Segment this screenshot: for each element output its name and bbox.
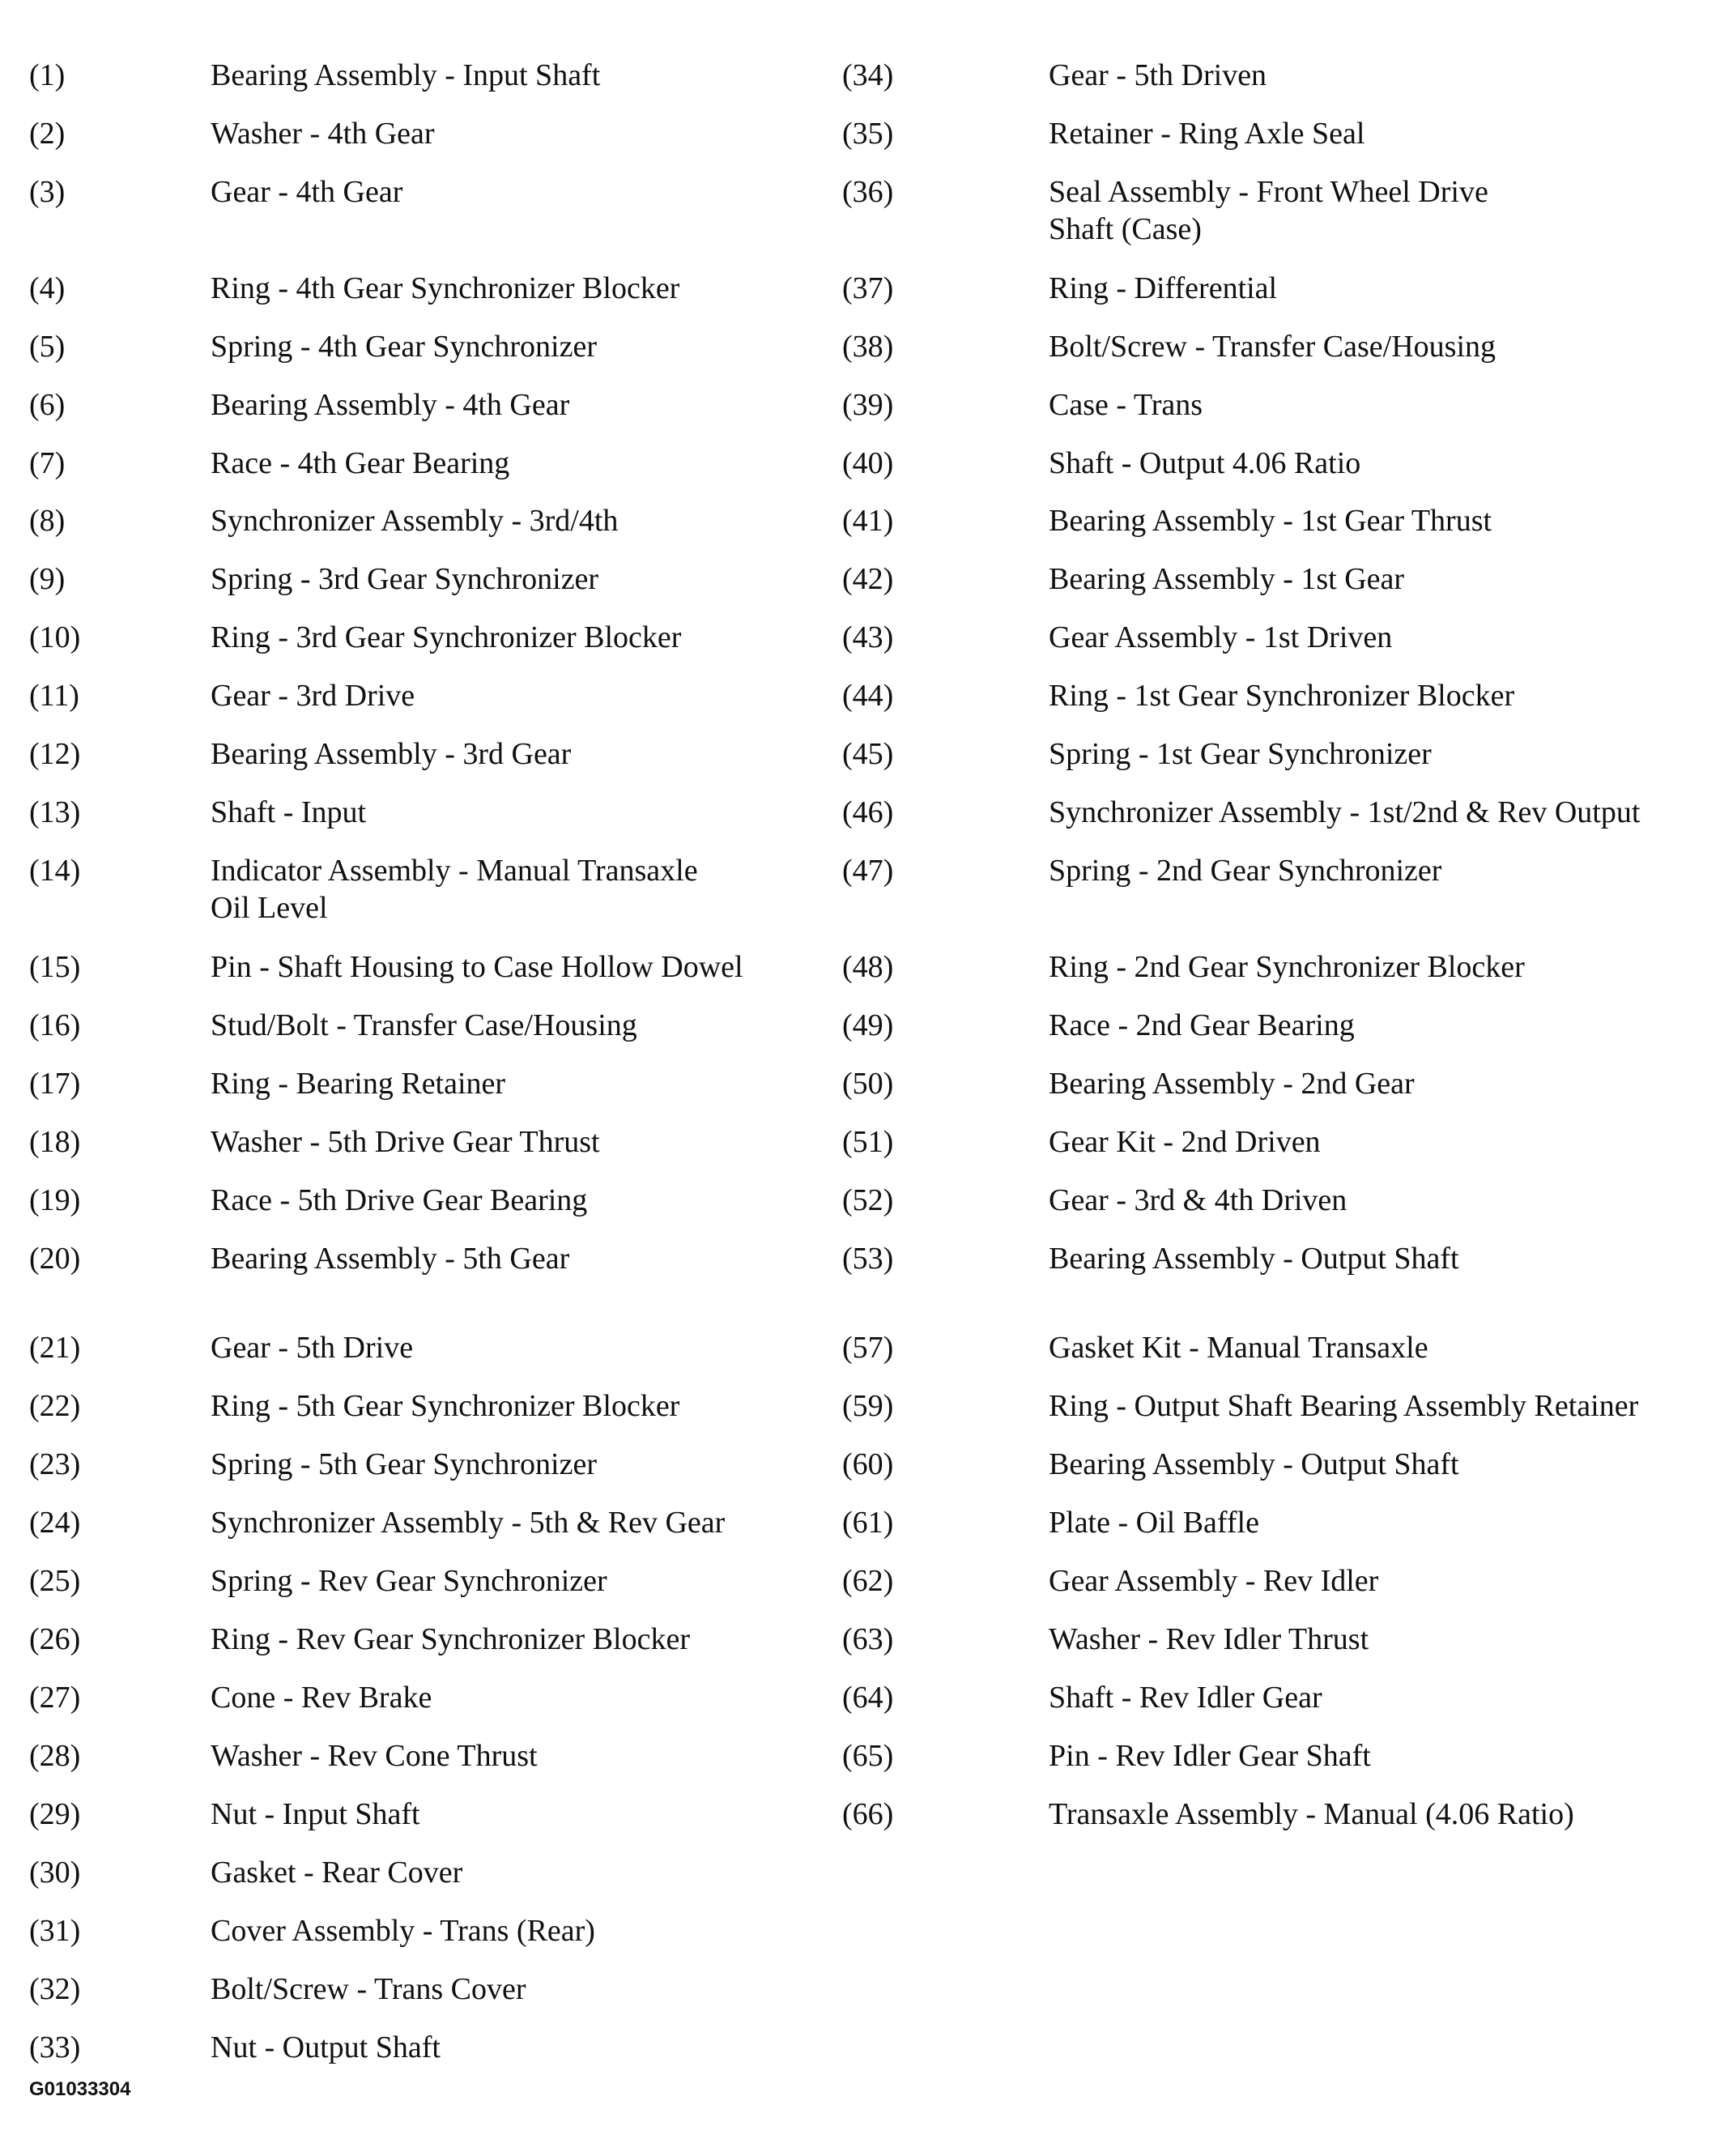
item-description: Ring - 1st Gear Synchronizer Blocker bbox=[1049, 679, 1515, 713]
item-number: (38) bbox=[842, 330, 894, 364]
item-description: Race - 4th Gear Bearing bbox=[211, 446, 510, 480]
item-number: (53) bbox=[842, 1242, 894, 1276]
item-number: (28) bbox=[29, 1739, 81, 1773]
item-description: Shaft - Input bbox=[211, 795, 367, 829]
item-number: (40) bbox=[842, 446, 894, 480]
item-number: (34) bbox=[842, 58, 894, 92]
item-description: Bearing Assembly - 5th Gear bbox=[211, 1242, 570, 1276]
item-number: (65) bbox=[842, 1739, 894, 1773]
item-number: (21) bbox=[29, 1331, 81, 1365]
item-number: (4) bbox=[29, 271, 66, 305]
item-number: (24) bbox=[29, 1506, 81, 1540]
item-number: (46) bbox=[842, 795, 894, 829]
item-description: Synchronizer Assembly - 3rd/4th bbox=[211, 504, 619, 538]
item-number: (22) bbox=[29, 1389, 81, 1423]
item-number: (62) bbox=[842, 1564, 894, 1598]
item-description: Bolt/Screw - Transfer Case/Housing bbox=[1049, 330, 1496, 364]
item-number: (48) bbox=[842, 950, 894, 984]
item-number: (17) bbox=[29, 1067, 81, 1101]
item-number: (18) bbox=[29, 1125, 81, 1159]
item-number: (52) bbox=[842, 1183, 894, 1217]
item-number: (61) bbox=[842, 1506, 894, 1540]
item-description: Spring - 4th Gear Synchronizer bbox=[211, 330, 597, 364]
item-number: (23) bbox=[29, 1447, 81, 1481]
item-number: (35) bbox=[842, 117, 894, 151]
item-number: (41) bbox=[842, 504, 894, 538]
figure-id: G01033304 bbox=[29, 2078, 131, 2100]
item-description: Gear - 3rd Drive bbox=[211, 679, 415, 713]
item-number: (47) bbox=[842, 854, 894, 888]
item-number: (49) bbox=[842, 1008, 894, 1042]
item-description: Race - 5th Drive Gear Bearing bbox=[211, 1183, 588, 1217]
item-description: Synchronizer Assembly - 1st/2nd & Rev Output bbox=[1049, 795, 1641, 829]
item-number: (50) bbox=[842, 1067, 894, 1101]
item-description: Ring - 4th Gear Synchronizer Blocker bbox=[211, 271, 680, 305]
item-description: Bearing Assembly - Input Shaft bbox=[211, 58, 601, 92]
item-description: Pin - Shaft Housing to Case Hollow Dowel bbox=[211, 950, 743, 984]
item-number: (6) bbox=[29, 388, 66, 422]
item-description: Race - 2nd Gear Bearing bbox=[1049, 1008, 1355, 1042]
item-description: Gear - 3rd & 4th Driven bbox=[1049, 1183, 1347, 1217]
item-number: (10) bbox=[29, 620, 81, 654]
item-description: Washer - 5th Drive Gear Thrust bbox=[211, 1125, 600, 1159]
item-number: (27) bbox=[29, 1681, 81, 1715]
item-number: (59) bbox=[842, 1389, 894, 1423]
item-number: (39) bbox=[842, 388, 894, 422]
item-description: Synchronizer Assembly - 5th & Rev Gear bbox=[211, 1506, 726, 1540]
item-description: Spring - Rev Gear Synchronizer bbox=[211, 1564, 607, 1598]
item-description: Ring - 5th Gear Synchronizer Blocker bbox=[211, 1389, 680, 1423]
item-description: Shaft - Output 4.06 Ratio bbox=[1049, 446, 1361, 480]
item-number: (36) bbox=[842, 175, 894, 209]
item-number: (32) bbox=[29, 1972, 81, 2006]
item-description: Stud/Bolt - Transfer Case/Housing bbox=[211, 1008, 637, 1042]
item-number: (33) bbox=[29, 2030, 81, 2064]
item-description: Ring - Rev Gear Synchronizer Blocker bbox=[211, 1622, 690, 1656]
item-number: (44) bbox=[842, 679, 894, 713]
item-description: Indicator Assembly - Manual Transaxle Oil Level bbox=[211, 854, 698, 925]
item-description: Bearing Assembly - 3rd Gear bbox=[211, 737, 572, 771]
item-description: Ring - Output Shaft Bearing Assembly Retainer bbox=[1049, 1389, 1639, 1423]
item-number: (3) bbox=[29, 175, 66, 209]
item-description: Bearing Assembly - Output Shaft bbox=[1049, 1242, 1459, 1276]
item-number: (19) bbox=[29, 1183, 81, 1217]
item-description: Gear - 4th Gear bbox=[211, 175, 403, 209]
item-description: Plate - Oil Baffle bbox=[1049, 1506, 1259, 1540]
item-number: (16) bbox=[29, 1008, 81, 1042]
item-number: (14) bbox=[29, 854, 81, 888]
item-description: Nut - Input Shaft bbox=[211, 1797, 420, 1831]
item-description: Gear - 5th Drive bbox=[211, 1331, 414, 1365]
item-description: Cone - Rev Brake bbox=[211, 1681, 432, 1715]
item-number: (12) bbox=[29, 737, 81, 771]
item-description: Gear Kit - 2nd Driven bbox=[1049, 1125, 1321, 1159]
item-number: (15) bbox=[29, 950, 81, 984]
item-number: (66) bbox=[842, 1797, 894, 1831]
item-number: (42) bbox=[842, 562, 894, 596]
item-description: Gasket - Rear Cover bbox=[211, 1856, 463, 1890]
item-number: (26) bbox=[29, 1622, 81, 1656]
item-number: (20) bbox=[29, 1242, 81, 1276]
item-number: (51) bbox=[842, 1125, 894, 1159]
item-description: Seal Assembly - Front Wheel Drive Shaft (Case) bbox=[1049, 175, 1488, 246]
item-description: Ring - 3rd Gear Synchronizer Blocker bbox=[211, 620, 682, 654]
item-description: Cover Assembly - Trans (Rear) bbox=[211, 1914, 595, 1948]
item-description: Gear Assembly - Rev Idler bbox=[1049, 1564, 1379, 1598]
item-description: Retainer - Ring Axle Seal bbox=[1049, 117, 1365, 151]
item-number: (25) bbox=[29, 1564, 81, 1598]
item-description: Washer - 4th Gear bbox=[211, 117, 435, 151]
item-number: (63) bbox=[842, 1622, 894, 1656]
item-number: (29) bbox=[29, 1797, 81, 1831]
item-number: (7) bbox=[29, 446, 66, 480]
item-number: (64) bbox=[842, 1681, 894, 1715]
item-description: Spring - 2nd Gear Synchronizer bbox=[1049, 854, 1442, 888]
item-number: (45) bbox=[842, 737, 894, 771]
item-number: (57) bbox=[842, 1331, 894, 1365]
item-description: Transaxle Assembly - Manual (4.06 Ratio) bbox=[1049, 1797, 1574, 1831]
item-number: (30) bbox=[29, 1856, 81, 1890]
item-number: (11) bbox=[29, 679, 79, 713]
item-description: Case - Trans bbox=[1049, 388, 1203, 422]
item-description: Spring - 1st Gear Synchronizer bbox=[1049, 737, 1432, 771]
item-description: Bolt/Screw - Trans Cover bbox=[211, 1972, 526, 2006]
item-number: (5) bbox=[29, 330, 66, 364]
item-number: (8) bbox=[29, 504, 66, 538]
item-description: Shaft - Rev Idler Gear bbox=[1049, 1681, 1322, 1715]
item-description: Ring - Bearing Retainer bbox=[211, 1067, 506, 1101]
item-number: (31) bbox=[29, 1914, 81, 1948]
item-number: (37) bbox=[842, 271, 894, 305]
item-description: Pin - Rev Idler Gear Shaft bbox=[1049, 1739, 1371, 1773]
item-description: Bearing Assembly - 1st Gear bbox=[1049, 562, 1405, 596]
item-number: (60) bbox=[842, 1447, 894, 1481]
item-description: Washer - Rev Cone Thrust bbox=[211, 1739, 538, 1773]
item-number: (9) bbox=[29, 562, 66, 596]
item-description: Ring - 2nd Gear Synchronizer Blocker bbox=[1049, 950, 1525, 984]
item-number: (43) bbox=[842, 620, 894, 654]
item-description: Gear - 5th Driven bbox=[1049, 58, 1267, 92]
item-number: (2) bbox=[29, 117, 66, 151]
item-description: Bearing Assembly - 4th Gear bbox=[211, 388, 570, 422]
item-description: Bearing Assembly - Output Shaft bbox=[1049, 1447, 1459, 1481]
item-description: Gear Assembly - 1st Driven bbox=[1049, 620, 1393, 654]
item-description: Gasket Kit - Manual Transaxle bbox=[1049, 1331, 1428, 1365]
item-description: Spring - 3rd Gear Synchronizer bbox=[211, 562, 599, 596]
item-description: Nut - Output Shaft bbox=[211, 2030, 441, 2064]
item-description: Ring - Differential bbox=[1049, 271, 1278, 305]
item-description: Spring - 5th Gear Synchronizer bbox=[211, 1447, 597, 1481]
item-description: Bearing Assembly - 2nd Gear bbox=[1049, 1067, 1415, 1101]
item-description: Bearing Assembly - 1st Gear Thrust bbox=[1049, 504, 1492, 538]
item-description: Washer - Rev Idler Thrust bbox=[1049, 1622, 1369, 1656]
item-number: (13) bbox=[29, 795, 81, 829]
item-number: (1) bbox=[29, 58, 66, 92]
